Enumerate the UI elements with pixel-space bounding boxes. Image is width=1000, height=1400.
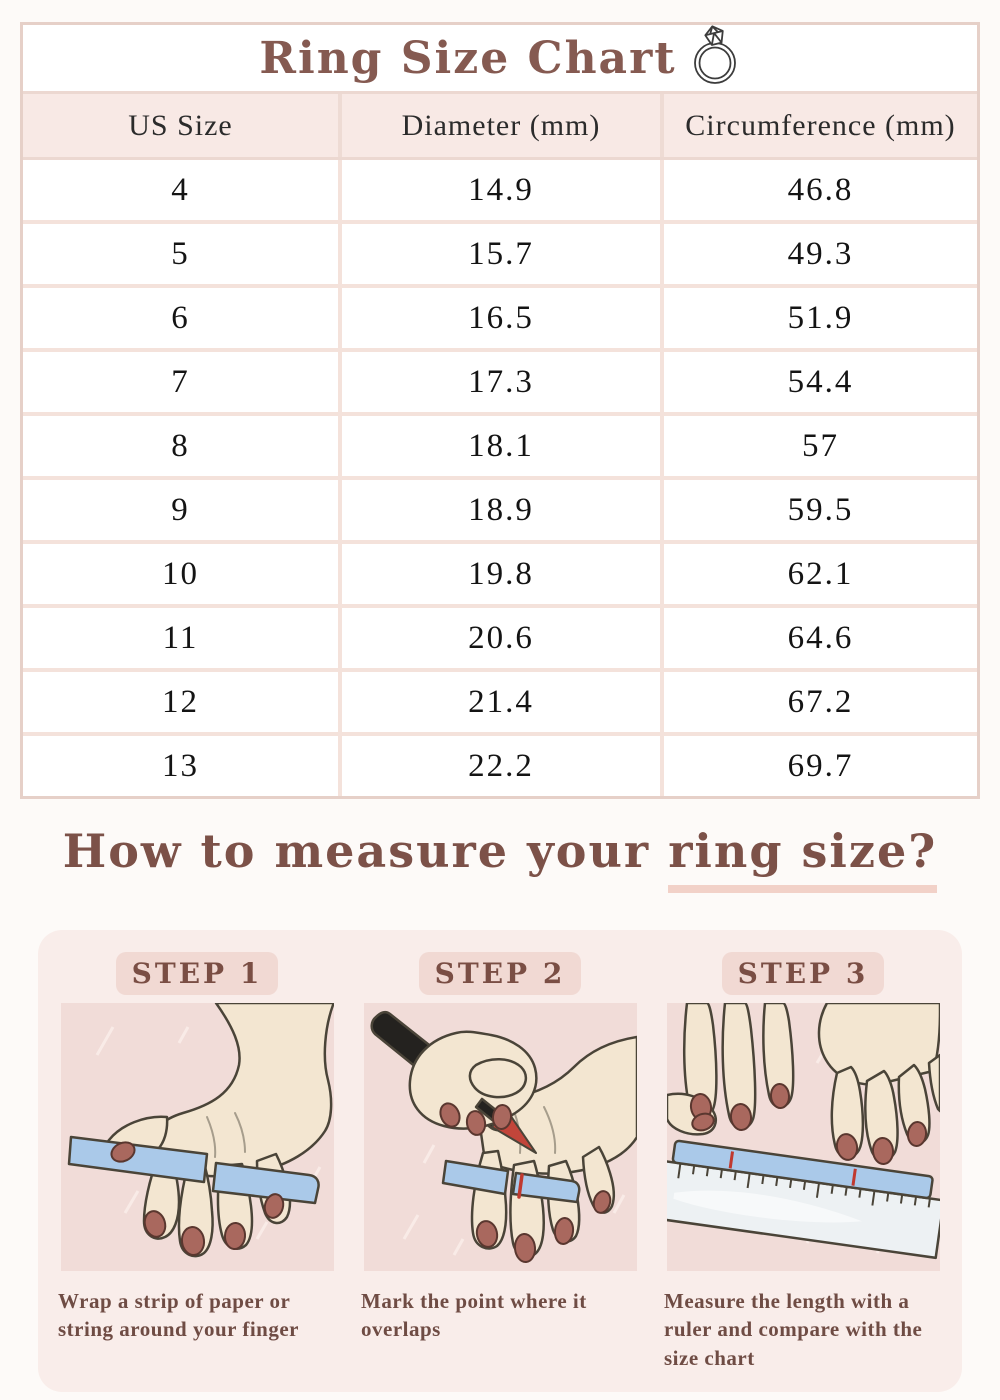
heading-prefix: How to measure your bbox=[62, 824, 669, 878]
table-row bbox=[23, 220, 977, 284]
table-row bbox=[23, 284, 977, 348]
circumference-cell: 59.5 bbox=[660, 480, 977, 540]
table-row bbox=[23, 540, 977, 604]
diameter-cell: 22.2 bbox=[338, 736, 660, 796]
steps-panel bbox=[38, 930, 962, 1392]
circumference-cell: 46.8 bbox=[660, 160, 977, 220]
us-size-cell: 5 bbox=[171, 235, 190, 272]
step-2-column bbox=[361, 952, 639, 1392]
table-row bbox=[23, 668, 977, 732]
table-header-row bbox=[23, 91, 977, 160]
step-1-caption: Wrap a strip of paper or string around your finger bbox=[58, 1289, 299, 1342]
us-size-cell: 9 bbox=[171, 491, 190, 528]
diameter-cell: 18.9 bbox=[338, 480, 660, 540]
diameter-cell: 20.6 bbox=[338, 608, 660, 668]
diameter-cell: 16.5 bbox=[338, 288, 660, 348]
diameter-cell: 14.9 bbox=[338, 160, 660, 220]
step-3-caption: Measure the length with a ruler and compare with the size chart bbox=[664, 1289, 923, 1370]
us-size-cell: 6 bbox=[171, 299, 190, 336]
step-2-illustration bbox=[364, 1003, 637, 1271]
ring-icon bbox=[689, 25, 741, 85]
step-3-illustration bbox=[667, 1003, 940, 1271]
us-size-cell: 8 bbox=[171, 427, 190, 464]
step-3-badge: STEP 3 bbox=[722, 952, 885, 995]
step-1-column bbox=[58, 952, 336, 1392]
us-size-cell: 10 bbox=[162, 555, 199, 592]
table-row bbox=[23, 604, 977, 668]
us-size-cell: 4 bbox=[171, 171, 190, 208]
ring-size-table bbox=[20, 22, 980, 799]
diameter-cell: 15.7 bbox=[338, 224, 660, 284]
header-us-size: US Size bbox=[128, 108, 233, 142]
how-to-heading bbox=[0, 824, 1000, 878]
step-1-illustration bbox=[61, 1003, 334, 1271]
step-2-badge: STEP 2 bbox=[419, 952, 582, 995]
diameter-cell: 19.8 bbox=[338, 544, 660, 604]
diameter-cell: 21.4 bbox=[338, 672, 660, 732]
step-2-caption: Mark the point where it overlaps bbox=[361, 1289, 587, 1342]
diameter-cell: 17.3 bbox=[338, 352, 660, 412]
header-circumference: Circumference (mm) bbox=[660, 94, 977, 157]
circumference-cell: 62.1 bbox=[660, 544, 977, 604]
table-row bbox=[23, 476, 977, 540]
circumference-cell: 69.7 bbox=[660, 736, 977, 796]
circumference-cell: 57 bbox=[660, 416, 977, 476]
table-row bbox=[23, 412, 977, 476]
heading-underlined-text: ring size? bbox=[668, 824, 937, 893]
circumference-cell: 51.9 bbox=[660, 288, 977, 348]
us-size-cell: 11 bbox=[162, 619, 199, 656]
diameter-cell: 18.1 bbox=[338, 416, 660, 476]
table-row bbox=[23, 348, 977, 412]
table-body bbox=[23, 160, 977, 796]
us-size-cell: 13 bbox=[162, 747, 199, 784]
step-1-badge: STEP 1 bbox=[116, 952, 279, 995]
circumference-cell: 49.3 bbox=[660, 224, 977, 284]
us-size-cell: 12 bbox=[162, 683, 199, 720]
table-title-row bbox=[23, 25, 977, 91]
circumference-cell: 67.2 bbox=[660, 672, 977, 732]
table-row bbox=[23, 160, 977, 220]
header-diameter: Diameter (mm) bbox=[338, 94, 660, 157]
us-size-cell: 7 bbox=[171, 363, 190, 400]
table-row bbox=[23, 732, 977, 796]
circumference-cell: 54.4 bbox=[660, 352, 977, 412]
page-title: Ring Size Chart bbox=[259, 32, 677, 84]
step-3-column bbox=[664, 952, 942, 1392]
circumference-cell: 64.6 bbox=[660, 608, 977, 668]
